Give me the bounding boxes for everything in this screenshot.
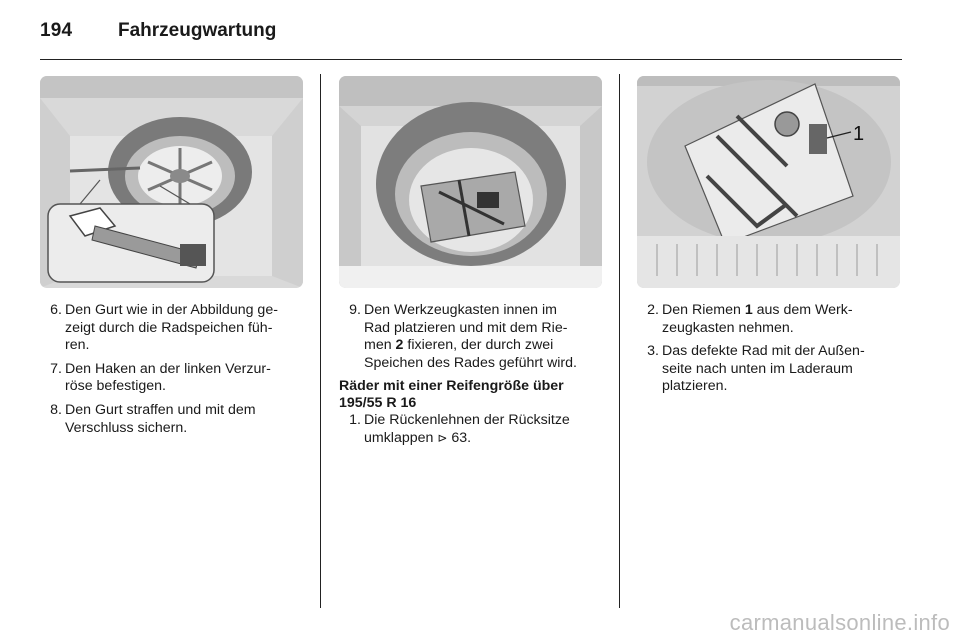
column-divider-1 — [320, 74, 321, 608]
spare-wheel-toolbox-illustration — [339, 76, 602, 288]
callout-number: 1 — [853, 123, 865, 145]
figure-spare-wheel-strap — [40, 76, 303, 288]
column-divider-2 — [619, 74, 620, 608]
column-2-text — [339, 302, 611, 454]
page-header — [40, 18, 900, 62]
spare-wheel-strap-illustration — [40, 76, 303, 288]
step-9: 9. Den Werkzeugkasten innen im Rad platzieren und mit dem Rie- men 2 fixieren, der durch zwei Speichen des Rades geführt wird. — [349, 302, 577, 371]
step-2: 2. Den Riemen 1 aus dem Werk- zeugkasten nehmen. — [647, 302, 853, 336]
toolbox-callout-illustration — [637, 76, 900, 288]
step-1: 1. Die Rückenlehnen der Rücksitze umklappen ⊳ 63. — [349, 412, 570, 446]
page-reference-arrow-icon: ⊳ — [437, 430, 448, 445]
column-1-text — [40, 302, 306, 443]
column-3-text — [637, 302, 903, 402]
step-6: 6. Den Gurt wie in der Abbildung ge- zeigt durch die Radspeichen füh- ren. — [50, 302, 278, 354]
header-divider — [40, 59, 902, 60]
step-7: 7. Den Haken an der linken Verzur- röse befestigen. — [50, 360, 271, 395]
page-title: Fahrzeugwartung — [118, 20, 277, 41]
watermark: carmanualsonline.info — [729, 610, 950, 635]
figure-spare-wheel-toolbox — [339, 76, 602, 288]
figure-toolbox-callout — [637, 76, 900, 288]
section-subheading: Räder mit einer Reifengröße über 195/55 R 16 — [339, 378, 564, 412]
step-8: 8. Den Gurt straffen und mit dem Verschluss sichern. — [50, 401, 256, 436]
step-3: 3. Das defekte Rad mit der Außen- seite nach unten im Laderaum platzieren. — [647, 343, 865, 395]
page-number: 194 — [40, 20, 73, 41]
